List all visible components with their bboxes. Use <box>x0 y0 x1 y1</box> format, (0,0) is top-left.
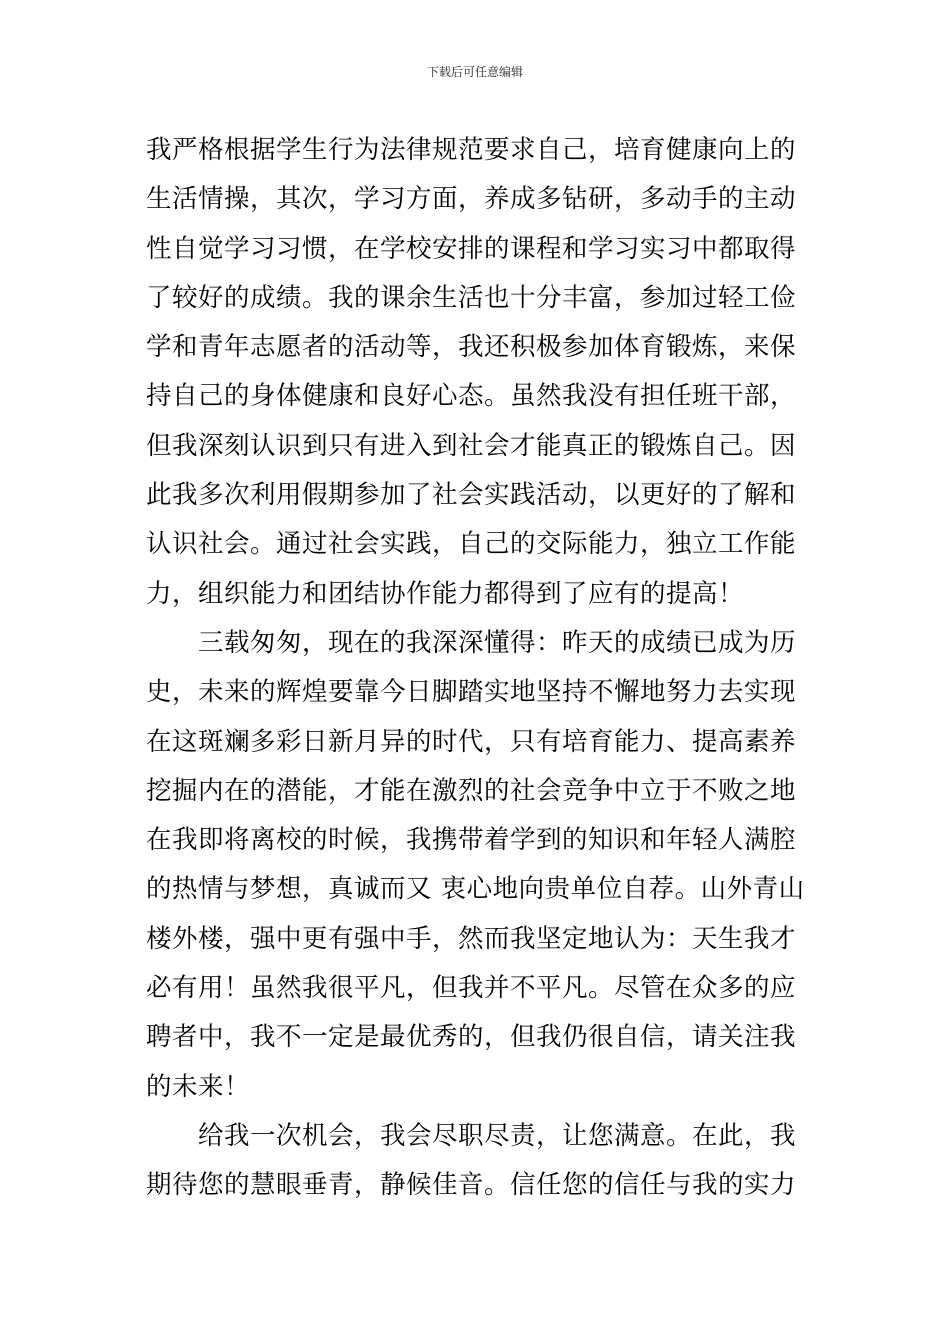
text-line: 挖掘内在的潜能，才能在激烈的社会竞争中立于不败之地 <box>146 775 797 806</box>
text-line: 持自己的身体健康和良好心态。虽然我没有担任班干部， <box>146 381 797 412</box>
text-line: 性自觉学习习惯，在学校安排的课程和学习实习中都取得 <box>146 233 797 264</box>
text-line: 给我一次机会，我会尽职尽责，让您满意。在此，我 <box>146 1120 797 1151</box>
text-line: 学和青年志愿者的活动等，我还积极参加体育锻炼，来保 <box>146 332 797 363</box>
text-line: 此我多次利用假期参加了社会实践活动，以更好的了解和 <box>146 480 797 511</box>
text-line: 必有用！虽然我很平凡，但我并不平凡。尽管在众多的应 <box>146 973 797 1004</box>
text-line: 了较好的成绩。我的课余生活也十分丰富，参加过轻工俭 <box>146 282 797 313</box>
text-line: 三载匆匆，现在的我深深懂得：昨天的成绩已成为历 <box>146 627 797 658</box>
text-line: 在我即将离校的时候，我携带着学到的知识和年轻人满腔 <box>146 825 797 856</box>
text-line: 我严格根据学生行为法律规范要求自己，培育健康向上的 <box>146 135 797 165</box>
page-header: 下载后可任意编辑 <box>426 65 523 79</box>
text-line: 力，组织能力和团结协作能力都得到了应有的提高！ <box>146 578 745 609</box>
text-line: 在这斑斓多彩日新月异的时代，只有培育能力、提高素养 <box>146 726 797 757</box>
text-line: 生活情操，其次，学习方面，养成多钻研，多动手的主动 <box>146 184 797 215</box>
text-line: 的未来！ <box>146 1071 251 1102</box>
text-line: 认识社会。通过社会实践，自己的交际能力，独立工作能 <box>146 529 797 560</box>
text-line: 期待您的慧眼垂青，静候佳音。信任您的信任与我的实力 <box>146 1170 797 1201</box>
text-line: 的热情与梦想，真诚而又 衷心地向贵单位自荐。山外青山 <box>146 874 805 905</box>
text-line: 但我深刻认识到只有进入到社会才能真正的锻炼自己。因 <box>146 430 797 461</box>
document-body <box>146 126 810 1211</box>
text-line: 楼外楼，强中更有强中手，然而我坚定地认为：天生我才 <box>146 923 797 954</box>
text-line: 史，未来的辉煌要靠今日脚踏实地坚持不懈地努力去实现 <box>146 677 797 708</box>
text-line: 聘者中，我不一定是最优秀的，但我仍很自信，请关注我 <box>146 1022 797 1053</box>
